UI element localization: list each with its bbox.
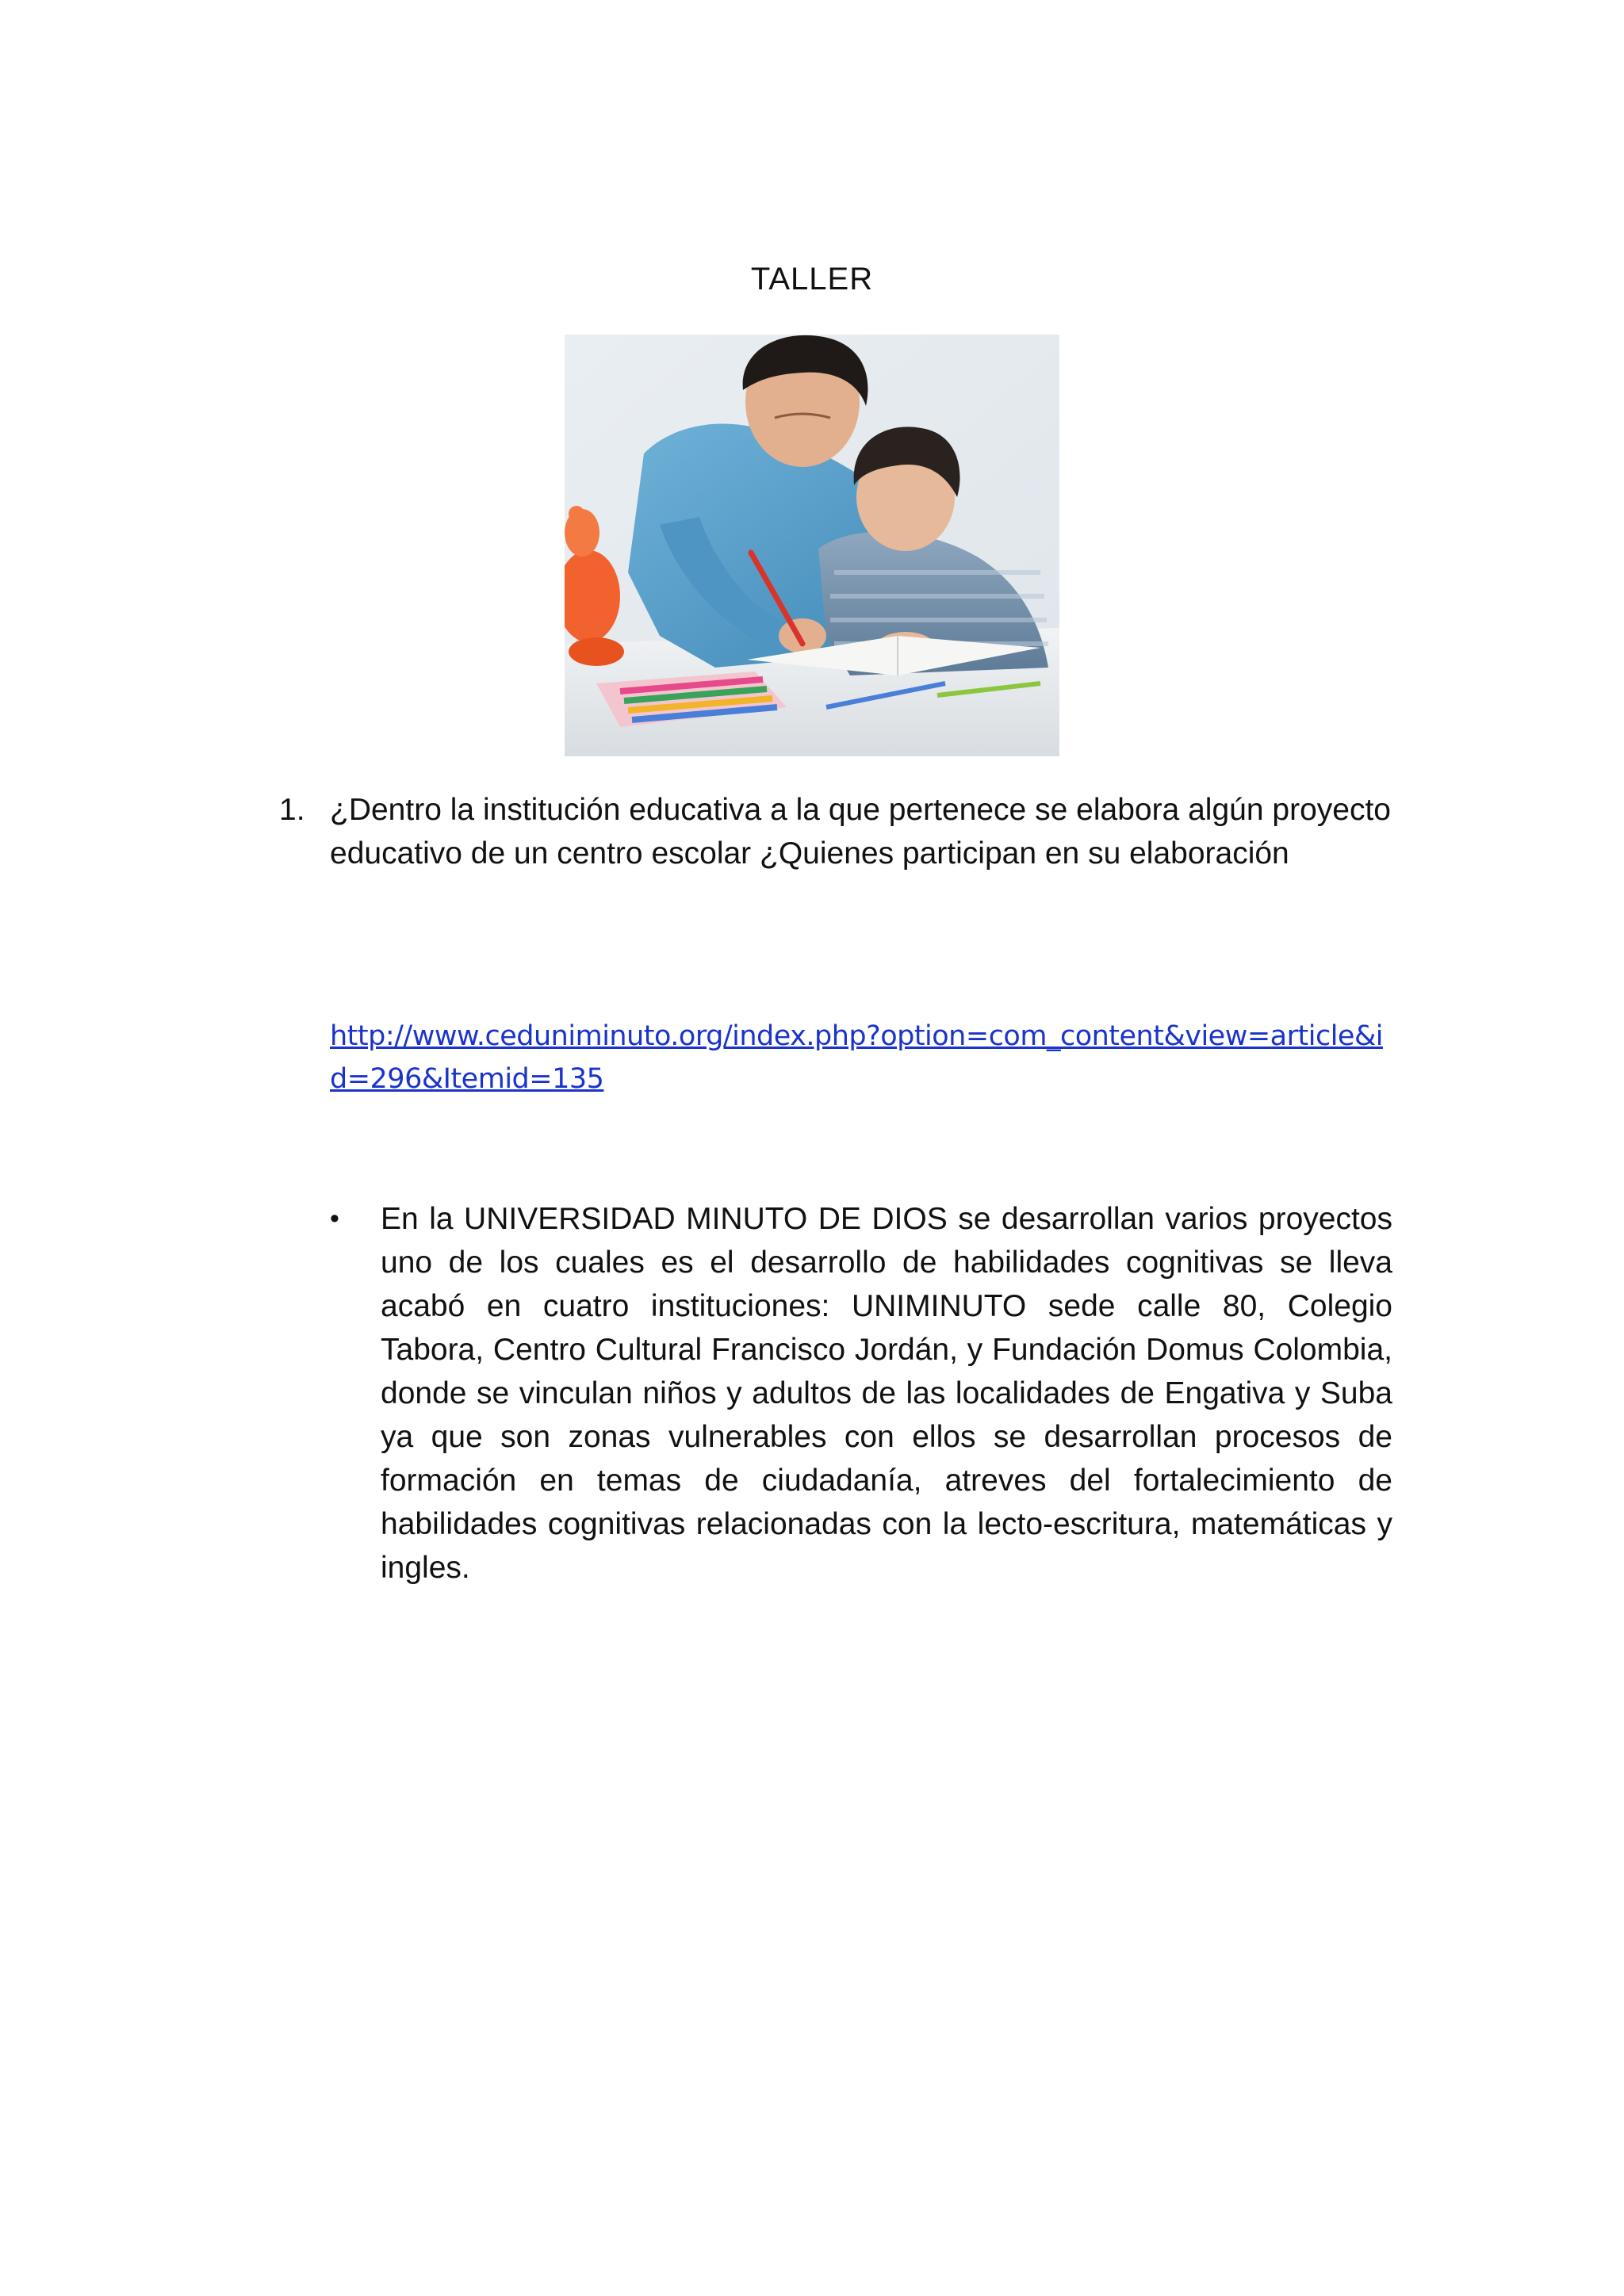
- question-number: 1.: [279, 793, 305, 827]
- answer-text: En la UNIVERSIDAD MINUTO DE DIOS se desarrollan varios proyectos uno de los cuales es el desarrollo de habilidades cognitivas se lleva acabó en cuatro instituciones: UNIMINUTO sede calle 80, Colegio Tabora, Centro Cultural Francisco Jordán, y Fundación Domus Colombia, donde se vinculan niños y adultos de las localidades de Engativa y Suba ya que son zonas vulnerables con ellos se desarrollan procesos de formación en temas de ciudadanía, atreves del fortalecimiento de habilidades cognitivas relacionadas con la lecto-escritura, matemáticas y ingles.: [381, 1202, 1392, 1585]
- bullet-icon: •: [330, 1203, 339, 1234]
- question-text: ¿Dentro la institución educativa a la que pertenece se elabora algún proyecto educativo de un centro escolar ¿Quienes participan en su elaboración: [330, 793, 1391, 871]
- reference-link[interactable]: http://www.ceduniminuto.org/index.php?option=com_content&view=article&id=296&Itemid=135: [330, 1020, 1383, 1095]
- document-title: TALLER: [750, 262, 874, 297]
- father-son-reading-photo: [565, 335, 1059, 756]
